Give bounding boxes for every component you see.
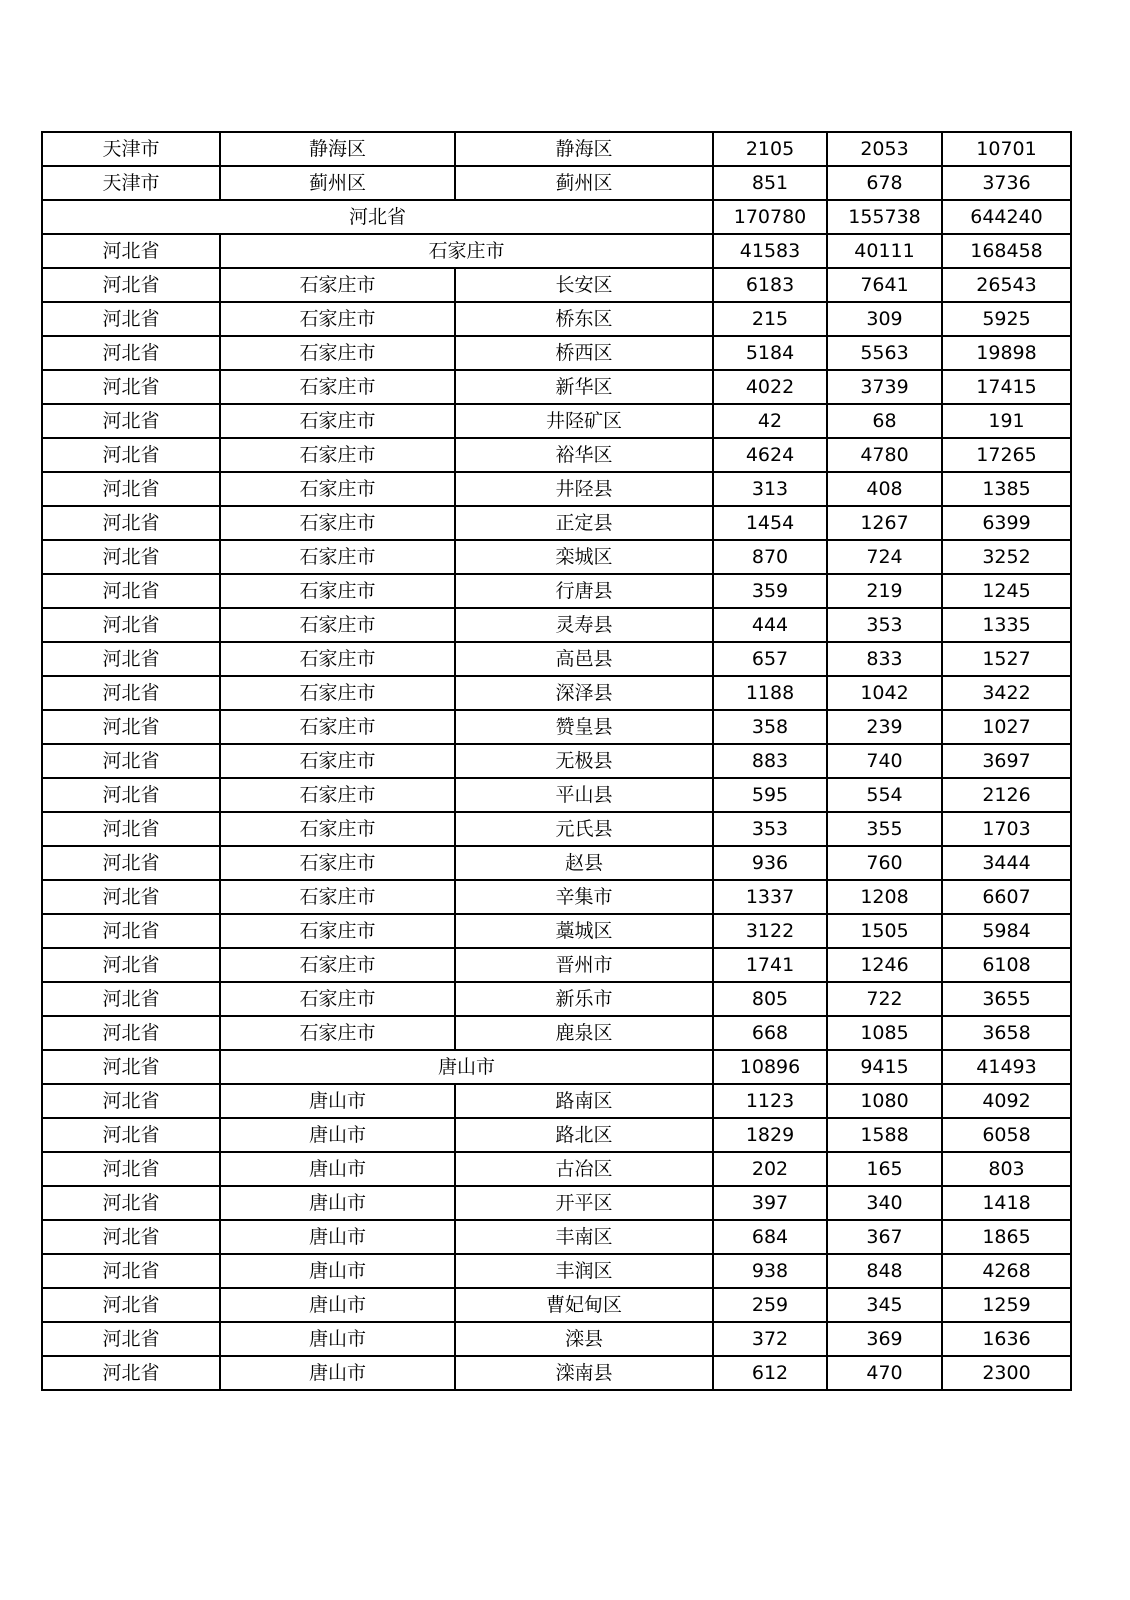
table-row [42,302,1071,336]
value-1-cell: 259 [713,1288,827,1322]
value-1-cell: 4022 [713,370,827,404]
table-row [42,506,1071,540]
statistics-table [41,131,1072,1391]
city-cell: 石家庄市 [220,506,455,540]
value-3-cell: 6058 [942,1118,1071,1152]
table-row [42,1356,1071,1390]
table-row [42,676,1071,710]
table-row [42,200,1071,234]
province-cell: 河北省 [42,438,220,472]
table-row [42,642,1071,676]
district-cell: 井陉县 [455,472,713,506]
value-2-cell: 678 [827,166,942,200]
city-cell: 唐山市 [220,1186,455,1220]
value-1-cell: 313 [713,472,827,506]
district-cell: 丰润区 [455,1254,713,1288]
value-2-cell: 355 [827,812,942,846]
value-2-cell: 2053 [827,132,942,166]
value-2-cell: 722 [827,982,942,1016]
value-2-cell: 239 [827,710,942,744]
province-cell: 河北省 [42,574,220,608]
table-row [42,166,1071,200]
value-3-cell: 19898 [942,336,1071,370]
value-3-cell: 2126 [942,778,1071,812]
value-3-cell: 4092 [942,1084,1071,1118]
value-3-cell: 168458 [942,234,1071,268]
value-1-cell: 10896 [713,1050,827,1084]
value-3-cell: 1418 [942,1186,1071,1220]
city-cell: 石家庄市 [220,608,455,642]
district-cell: 曹妃甸区 [455,1288,713,1322]
district-cell: 平山县 [455,778,713,812]
province-cell: 河北省 [42,982,220,1016]
district-cell: 桥西区 [455,336,713,370]
value-1-cell: 2105 [713,132,827,166]
value-1-cell: 938 [713,1254,827,1288]
value-1-cell: 215 [713,302,827,336]
district-cell: 滦南县 [455,1356,713,1390]
district-cell: 新乐市 [455,982,713,1016]
city-cell: 石家庄市 [220,744,455,778]
value-1-cell: 684 [713,1220,827,1254]
province-cell: 河北省 [42,812,220,846]
value-2-cell: 3739 [827,370,942,404]
province-cell: 河北省 [42,268,220,302]
province-cell: 河北省 [42,540,220,574]
value-2-cell: 470 [827,1356,942,1390]
value-1-cell: 3122 [713,914,827,948]
table-row [42,540,1071,574]
province-cell: 天津市 [42,166,220,200]
province-cell: 河北省 [42,336,220,370]
value-2-cell: 309 [827,302,942,336]
value-3-cell: 1027 [942,710,1071,744]
value-3-cell: 1385 [942,472,1071,506]
value-3-cell: 3736 [942,166,1071,200]
province-cell: 河北省 [42,846,220,880]
value-3-cell: 26543 [942,268,1071,302]
province-cell: 河北省 [42,914,220,948]
value-2-cell: 68 [827,404,942,438]
city-cell: 石家庄市 [220,404,455,438]
district-cell: 井陉矿区 [455,404,713,438]
table-row [42,744,1071,778]
value-3-cell: 6108 [942,948,1071,982]
value-2-cell: 7641 [827,268,942,302]
city-cell: 石家庄市 [220,982,455,1016]
value-2-cell: 5563 [827,336,942,370]
value-2-cell: 219 [827,574,942,608]
value-3-cell: 6607 [942,880,1071,914]
province-cell: 河北省 [42,778,220,812]
table-row [42,778,1071,812]
value-2-cell: 1208 [827,880,942,914]
value-3-cell: 1865 [942,1220,1071,1254]
value-2-cell: 1085 [827,1016,942,1050]
value-3-cell: 3655 [942,982,1071,1016]
district-cell: 元氏县 [455,812,713,846]
district-cell: 无极县 [455,744,713,778]
table-row [42,846,1071,880]
value-2-cell: 554 [827,778,942,812]
value-1-cell: 657 [713,642,827,676]
table-row [42,438,1071,472]
value-2-cell: 1267 [827,506,942,540]
value-2-cell: 40111 [827,234,942,268]
value-3-cell: 3444 [942,846,1071,880]
value-2-cell: 724 [827,540,942,574]
province-cell: 河北省 [42,1152,220,1186]
table-body [42,132,1071,1390]
district-cell: 裕华区 [455,438,713,472]
city-cell: 石家庄市 [220,370,455,404]
value-1-cell: 936 [713,846,827,880]
table-row [42,268,1071,302]
value-1-cell: 1188 [713,676,827,710]
table-row [42,982,1071,1016]
value-2-cell: 1505 [827,914,942,948]
value-1-cell: 353 [713,812,827,846]
province-cell: 天津市 [42,132,220,166]
value-3-cell: 2300 [942,1356,1071,1390]
table-row [42,914,1071,948]
value-1-cell: 170780 [713,200,827,234]
city-cell: 唐山市 [220,1118,455,1152]
district-cell: 滦县 [455,1322,713,1356]
city-cell: 唐山市 [220,1254,455,1288]
value-2-cell: 1080 [827,1084,942,1118]
city-cell: 唐山市 [220,1152,455,1186]
table-row [42,132,1071,166]
value-2-cell: 740 [827,744,942,778]
value-2-cell: 1042 [827,676,942,710]
city-cell: 唐山市 [220,1288,455,1322]
district-cell: 辛集市 [455,880,713,914]
table-row [42,336,1071,370]
district-cell: 静海区 [455,132,713,166]
city-cell: 石家庄市 [220,812,455,846]
city-cell: 唐山市 [220,1356,455,1390]
district-cell: 晋州市 [455,948,713,982]
value-3-cell: 5925 [942,302,1071,336]
table-row [42,404,1071,438]
table-row [42,1118,1071,1152]
value-2-cell: 1246 [827,948,942,982]
province-cell: 河北省 [42,1356,220,1390]
city-cell: 石家庄市 [220,540,455,574]
value-1-cell: 1741 [713,948,827,982]
province-cell: 河北省 [42,1322,220,1356]
value-2-cell: 760 [827,846,942,880]
city-cell: 石家庄市 [220,302,455,336]
province-cell: 河北省 [42,472,220,506]
value-1-cell: 444 [713,608,827,642]
province-total-name: 河北省 [42,200,713,234]
province-cell: 河北省 [42,1118,220,1152]
table-row [42,1152,1071,1186]
value-1-cell: 359 [713,574,827,608]
table-row [42,1220,1071,1254]
value-1-cell: 851 [713,166,827,200]
province-cell: 河北省 [42,1254,220,1288]
value-3-cell: 3697 [942,744,1071,778]
district-cell: 赞皇县 [455,710,713,744]
value-2-cell: 848 [827,1254,942,1288]
value-3-cell: 803 [942,1152,1071,1186]
province-cell: 河北省 [42,744,220,778]
province-cell: 河北省 [42,1186,220,1220]
district-cell: 高邑县 [455,642,713,676]
value-3-cell: 17265 [942,438,1071,472]
value-2-cell: 833 [827,642,942,676]
district-cell: 路北区 [455,1118,713,1152]
table-row [42,608,1071,642]
city-total-name: 唐山市 [220,1050,713,1084]
value-3-cell: 5984 [942,914,1071,948]
city-cell: 石家庄市 [220,574,455,608]
value-3-cell: 17415 [942,370,1071,404]
value-1-cell: 1454 [713,506,827,540]
value-1-cell: 1337 [713,880,827,914]
value-1-cell: 202 [713,1152,827,1186]
value-2-cell: 155738 [827,200,942,234]
district-cell: 行唐县 [455,574,713,608]
district-cell: 古冶区 [455,1152,713,1186]
district-cell: 灵寿县 [455,608,713,642]
value-1-cell: 42 [713,404,827,438]
value-3-cell: 3658 [942,1016,1071,1050]
district-cell: 赵县 [455,846,713,880]
value-2-cell: 4780 [827,438,942,472]
city-total-name: 石家庄市 [220,234,713,268]
district-cell: 藁城区 [455,914,713,948]
value-3-cell: 4268 [942,1254,1071,1288]
value-1-cell: 595 [713,778,827,812]
city-cell: 静海区 [220,132,455,166]
value-1-cell: 668 [713,1016,827,1050]
value-1-cell: 397 [713,1186,827,1220]
province-cell: 河北省 [42,1016,220,1050]
city-cell: 石家庄市 [220,948,455,982]
value-1-cell: 612 [713,1356,827,1390]
table-row [42,1254,1071,1288]
table-row [42,234,1071,268]
value-2-cell: 408 [827,472,942,506]
city-cell: 石家庄市 [220,710,455,744]
value-1-cell: 5184 [713,336,827,370]
city-cell: 蓟州区 [220,166,455,200]
table-row [42,1322,1071,1356]
table-row [42,370,1071,404]
district-cell: 丰南区 [455,1220,713,1254]
province-cell: 河北省 [42,1220,220,1254]
district-cell: 长安区 [455,268,713,302]
city-cell: 石家庄市 [220,336,455,370]
province-cell: 河北省 [42,710,220,744]
city-cell: 石家庄市 [220,472,455,506]
city-cell: 石家庄市 [220,778,455,812]
value-3-cell: 6399 [942,506,1071,540]
city-cell: 石家庄市 [220,268,455,302]
city-cell: 石家庄市 [220,846,455,880]
value-2-cell: 353 [827,608,942,642]
value-1-cell: 6183 [713,268,827,302]
district-cell: 新华区 [455,370,713,404]
value-3-cell: 1703 [942,812,1071,846]
table-row [42,1186,1071,1220]
value-3-cell: 41493 [942,1050,1071,1084]
value-1-cell: 883 [713,744,827,778]
province-cell: 河北省 [42,234,220,268]
value-3-cell: 191 [942,404,1071,438]
province-cell: 河北省 [42,608,220,642]
district-cell: 深泽县 [455,676,713,710]
value-1-cell: 372 [713,1322,827,1356]
value-1-cell: 358 [713,710,827,744]
table-row [42,1288,1071,1322]
value-1-cell: 4624 [713,438,827,472]
value-2-cell: 367 [827,1220,942,1254]
city-cell: 石家庄市 [220,642,455,676]
value-1-cell: 41583 [713,234,827,268]
city-cell: 石家庄市 [220,1016,455,1050]
table-row [42,880,1071,914]
city-cell: 石家庄市 [220,438,455,472]
value-3-cell: 1527 [942,642,1071,676]
value-1-cell: 870 [713,540,827,574]
value-1-cell: 1829 [713,1118,827,1152]
district-cell: 栾城区 [455,540,713,574]
table-row [42,1084,1071,1118]
district-cell: 蓟州区 [455,166,713,200]
city-cell: 石家庄市 [220,676,455,710]
city-cell: 唐山市 [220,1220,455,1254]
city-cell: 石家庄市 [220,914,455,948]
value-2-cell: 9415 [827,1050,942,1084]
province-cell: 河北省 [42,676,220,710]
province-cell: 河北省 [42,302,220,336]
value-1-cell: 805 [713,982,827,1016]
value-2-cell: 165 [827,1152,942,1186]
city-cell: 唐山市 [220,1084,455,1118]
value-3-cell: 10701 [942,132,1071,166]
province-cell: 河北省 [42,642,220,676]
district-cell: 正定县 [455,506,713,540]
province-cell: 河北省 [42,1288,220,1322]
value-2-cell: 340 [827,1186,942,1220]
value-3-cell: 3422 [942,676,1071,710]
table-row [42,948,1071,982]
province-cell: 河北省 [42,506,220,540]
city-cell: 唐山市 [220,1322,455,1356]
value-1-cell: 1123 [713,1084,827,1118]
district-cell: 桥东区 [455,302,713,336]
district-cell: 路南区 [455,1084,713,1118]
district-cell: 开平区 [455,1186,713,1220]
value-2-cell: 1588 [827,1118,942,1152]
value-2-cell: 345 [827,1288,942,1322]
province-cell: 河北省 [42,948,220,982]
value-3-cell: 1259 [942,1288,1071,1322]
table-row [42,472,1071,506]
table-row [42,812,1071,846]
value-3-cell: 1335 [942,608,1071,642]
value-3-cell: 1636 [942,1322,1071,1356]
district-cell: 鹿泉区 [455,1016,713,1050]
value-3-cell: 1245 [942,574,1071,608]
province-cell: 河北省 [42,1084,220,1118]
province-cell: 河北省 [42,1050,220,1084]
province-cell: 河北省 [42,370,220,404]
table-row [42,1050,1071,1084]
province-cell: 河北省 [42,880,220,914]
table-row [42,574,1071,608]
value-3-cell: 644240 [942,200,1071,234]
city-cell: 石家庄市 [220,880,455,914]
table-row [42,710,1071,744]
value-2-cell: 369 [827,1322,942,1356]
province-cell: 河北省 [42,404,220,438]
table-row [42,1016,1071,1050]
value-3-cell: 3252 [942,540,1071,574]
